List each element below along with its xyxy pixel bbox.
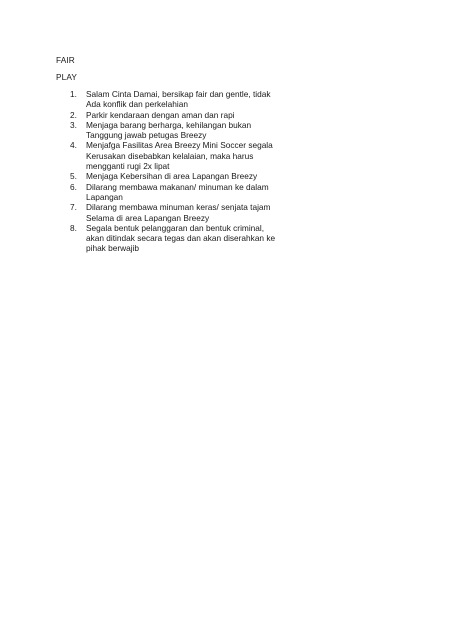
rule-number: 6. xyxy=(70,181,77,192)
rule-text-line: mengganti rugi 2x lipat xyxy=(86,161,170,172)
rule-item-2 xyxy=(56,110,296,120)
rule-number: 7. xyxy=(70,202,77,213)
rule-text-line: Salam Cinta Damai, bersikap fair dan gentle, tidak xyxy=(86,89,271,99)
rule-text-line: Segala bentuk pelanggaran dan bentuk criminal, xyxy=(86,222,265,233)
rule-text-line: Menjaga Kebersihan di area Lapangan Breezy xyxy=(86,171,258,182)
rule-text-line: Menjaga barang berharga, kehilangan bukan xyxy=(86,119,252,130)
rule-text-line: Dilarang membawa makanan/ minuman ke dalam xyxy=(86,181,269,192)
rule-number: 8. xyxy=(70,222,77,233)
rule-item-5 xyxy=(56,171,296,181)
rule-item-7 xyxy=(56,202,296,223)
rule-text-line: Parkir kendaraan dengan aman dan rapi xyxy=(86,109,235,120)
rule-text-line: Menjafga Fasilitas Area Breezy Mini Soccer segala xyxy=(86,140,273,151)
rule-text-line: Lapangan xyxy=(86,191,123,202)
rule-number: 4. xyxy=(70,140,77,151)
heading-fair: FAIR xyxy=(56,55,75,65)
rule-text-line: Kerusakan disebabkan kelalaian, maka harus xyxy=(86,150,254,161)
rule-item-1 xyxy=(56,89,296,110)
rule-number: 1. xyxy=(70,89,77,99)
rule-number: 5. xyxy=(70,171,77,182)
rule-text-line: Dilarang membawa minuman keras/ senjata tajam xyxy=(86,202,271,213)
rule-item-8 xyxy=(56,223,296,254)
rule-text-line: Ada konflik dan perkelahian xyxy=(86,99,188,110)
rule-number: 2. xyxy=(70,109,77,120)
rules-list xyxy=(56,89,296,254)
rule-item-4 xyxy=(56,140,296,171)
rule-item-6 xyxy=(56,182,296,203)
rule-text-line: pihak berwajib xyxy=(86,243,140,254)
rule-text-line: akan ditindak secara tegas dan akan diserahkan ke xyxy=(86,233,276,244)
rule-item-3 xyxy=(56,120,296,141)
rule-number: 3. xyxy=(70,119,77,130)
heading-play: PLAY xyxy=(56,72,78,82)
rule-text-line: Selama di area Lapangan Breezy xyxy=(86,212,210,223)
rule-text-line: Tanggung jawab petugas Breezy xyxy=(86,130,207,141)
